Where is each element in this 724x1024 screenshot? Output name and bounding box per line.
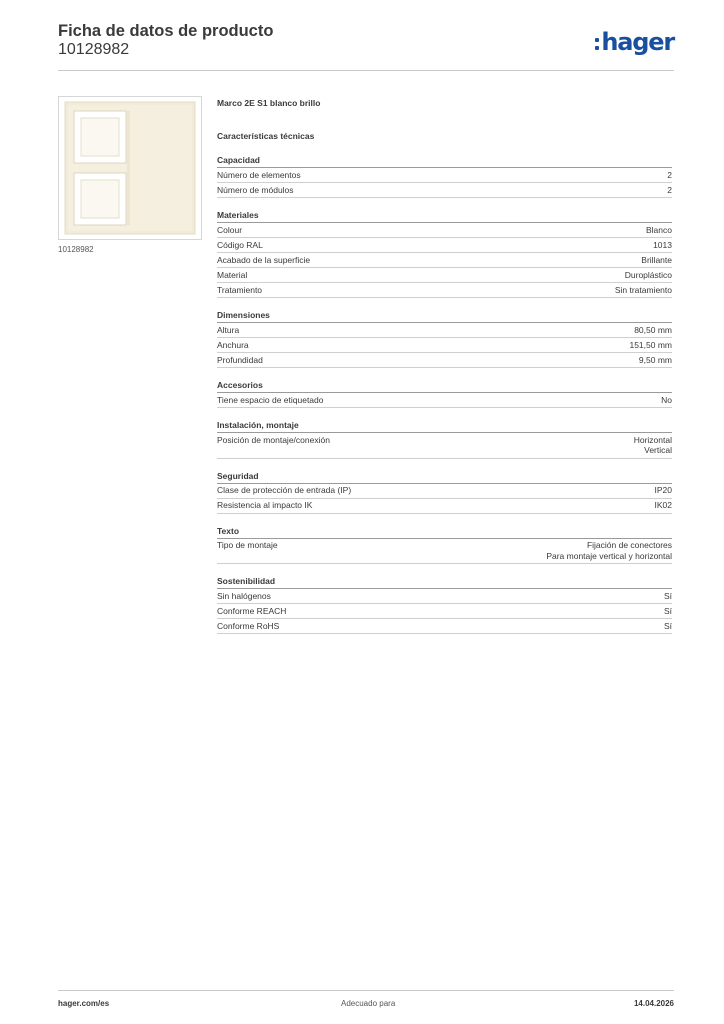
spec-section xyxy=(217,153,672,198)
spec-section xyxy=(217,378,672,408)
spec-label: Código RAL xyxy=(217,239,263,250)
hager-logo xyxy=(595,28,674,56)
spec-value: IK02 xyxy=(654,500,672,510)
section-title: Seguridad xyxy=(217,469,672,484)
spec-value: No xyxy=(661,394,672,405)
logo-dots-icon xyxy=(595,38,599,50)
spec-section xyxy=(217,418,672,459)
spec-row xyxy=(217,268,672,283)
spec-value: 2 xyxy=(667,169,672,180)
spec-row xyxy=(217,323,672,338)
spec-value: Sí xyxy=(663,620,672,631)
spec-label: Tratamiento xyxy=(217,284,263,295)
page-header xyxy=(58,20,674,71)
footer-website[interactable]: hager.com/es xyxy=(58,999,110,1008)
page-title: Ficha de datos de producto xyxy=(58,22,274,40)
section-title: Accesorios xyxy=(217,378,672,393)
spec-value: Sí xyxy=(663,605,672,616)
footer-suitable-for: Adecuado para xyxy=(341,999,396,1008)
spec-section xyxy=(217,469,672,514)
spec-row xyxy=(217,338,672,353)
spec-section xyxy=(217,574,672,634)
spec-label: Acabado de la superficie xyxy=(217,254,311,265)
spec-label: Número de módulos xyxy=(217,184,294,195)
spec-label: Anchura xyxy=(217,339,249,350)
logo-text: hager xyxy=(601,28,674,56)
spec-row xyxy=(217,604,672,619)
spec-value: Sí xyxy=(663,590,672,601)
spec-row xyxy=(217,183,672,198)
section-title: Sostenibilidad xyxy=(217,574,672,589)
section-title: Texto xyxy=(217,524,672,539)
product-number: 10128982 xyxy=(58,41,130,58)
spec-value: Blanco xyxy=(646,224,672,235)
spec-label: Conforme REACH xyxy=(217,605,287,616)
section-title: Instalación, montaje xyxy=(217,418,672,433)
spec-label: Clase de protección de entrada (IP) xyxy=(217,485,352,495)
spec-row xyxy=(217,499,672,514)
spec-value: Horizontal Vertical xyxy=(633,434,672,455)
footer-date: 14.04.2026 xyxy=(633,999,674,1008)
datasheet-content xyxy=(217,96,672,634)
spec-value: 80,50 mm xyxy=(634,324,672,335)
spec-row xyxy=(217,433,672,459)
section-title: Capacidad xyxy=(217,153,672,168)
spec-value: Fijación de conectores Para montaje vertical y horizontal xyxy=(546,540,672,561)
spec-row xyxy=(217,619,672,634)
spec-value: IP20 xyxy=(654,485,672,495)
spec-label: Material xyxy=(217,269,248,280)
spec-row xyxy=(217,589,672,604)
spec-label: Altura xyxy=(217,324,240,335)
spec-label: Número de elementos xyxy=(217,169,301,180)
spec-row xyxy=(217,238,672,253)
spec-row xyxy=(217,253,672,268)
section-title: Dimensiones xyxy=(217,308,672,323)
spec-value: 1013 xyxy=(653,239,672,250)
spec-section xyxy=(217,308,672,368)
spec-value: 9,50 mm xyxy=(638,354,672,365)
spec-value: 151,50 mm xyxy=(629,339,672,350)
product-name: Marco 2E S1 blanco brillo xyxy=(217,98,321,108)
section-title: Materiales xyxy=(217,208,672,223)
spec-row xyxy=(217,353,672,368)
spec-label: Resistencia al impacto IK xyxy=(217,500,313,510)
spec-sections xyxy=(217,153,672,634)
spec-row xyxy=(217,484,672,499)
spec-label: Posición de montaje/conexión xyxy=(217,434,330,445)
spec-label: Sin halógenos xyxy=(217,590,271,601)
spec-label: Tiene espacio de etiquetado xyxy=(217,394,324,405)
spec-row xyxy=(217,283,672,298)
spec-label: Colour xyxy=(217,224,243,235)
spec-value: Sin tratamiento xyxy=(614,284,672,295)
spec-label: Conforme RoHS xyxy=(217,620,280,631)
spec-section xyxy=(217,524,672,565)
page-footer xyxy=(58,990,674,1011)
product-image xyxy=(58,96,202,240)
frame-image-icon xyxy=(59,97,201,239)
spec-row xyxy=(217,168,672,183)
spec-section xyxy=(217,208,672,298)
spec-row xyxy=(217,393,672,408)
spec-row xyxy=(217,539,672,565)
spec-value: 2 xyxy=(667,184,672,195)
image-caption: 10128982 xyxy=(58,245,94,254)
spec-value: Duroplástico xyxy=(624,269,672,280)
spec-row xyxy=(217,223,672,238)
spec-label: Profundidad xyxy=(217,354,263,365)
spec-label: Tipo de montaje xyxy=(217,540,278,550)
technical-heading: Características técnicas xyxy=(217,131,315,141)
spec-value: Brillante xyxy=(641,254,672,265)
